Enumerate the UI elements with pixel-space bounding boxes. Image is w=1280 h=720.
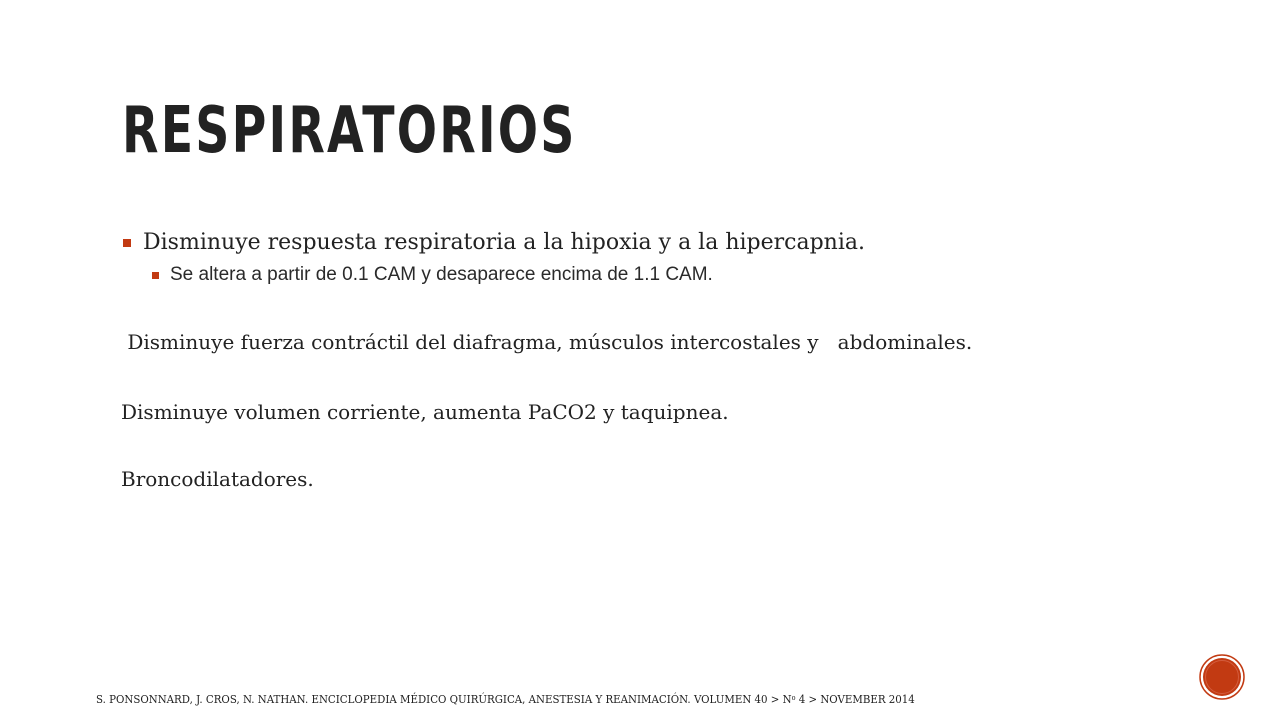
footer-citation bbox=[96, 691, 915, 707]
bullet-text: Disminuye respuesta respiratoria a la hipoxia y a la hipercapnia. bbox=[143, 230, 865, 255]
paragraph-volume: Disminuye volumen corriente, aumenta PaCO2 y taquipnea. bbox=[121, 400, 729, 424]
slide-title: RESPIRATORIOS bbox=[122, 94, 577, 168]
sub-bullet-text: Se altera a partir de 0.1 CAM y desaparece encima de 1.1 CAM. bbox=[170, 264, 713, 285]
square-bullet-icon bbox=[123, 239, 131, 247]
sub-bullet-item-1 bbox=[152, 262, 713, 288]
footer-citation-text: S. PONSONNARD, J. CROS, N. NATHAN. ENCICLOPEDIA MÉDICO QUIRÚRGICA, ANESTESIA Y REANIMACIÓN. VOLUMEN 40 > N bbox=[96, 693, 792, 706]
paragraph-diaphragm: Disminuye fuerza contráctil del diafragma, músculos intercostales y abdominales. bbox=[121, 330, 973, 354]
orange-circle-nav-icon[interactable] bbox=[1199, 654, 1245, 700]
footer-number-sign: o bbox=[791, 694, 796, 702]
paragraph-bronchodilators: Broncodilatadores. bbox=[121, 467, 314, 491]
footer-citation-date: 4 > NOVEMBER 2014 bbox=[795, 693, 915, 706]
bullet-item-1 bbox=[123, 228, 865, 258]
square-bullet-icon bbox=[152, 272, 159, 279]
